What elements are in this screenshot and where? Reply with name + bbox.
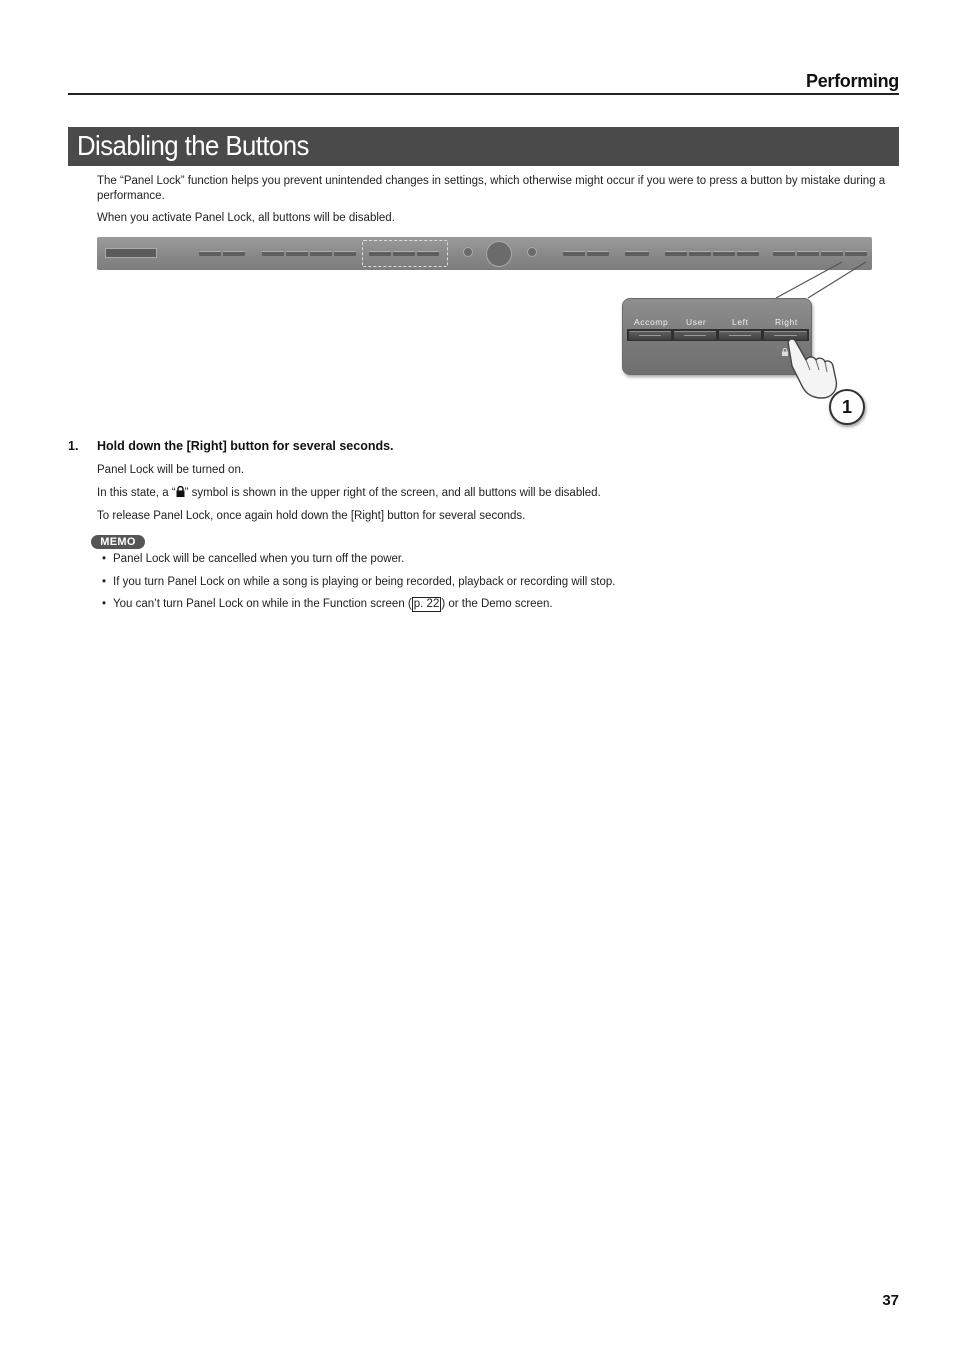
panel-button <box>334 251 356 256</box>
intro-paragraph-2: When you activate Panel Lock, all buttons will be disabled. <box>97 212 395 224</box>
panel-button <box>223 251 245 256</box>
step-line-3: To release Panel Lock, once again hold down the [Right] button for several seconds. <box>97 510 526 522</box>
panel-dial <box>486 241 512 267</box>
title-bar <box>68 127 899 166</box>
section-title: Performing <box>805 71 899 91</box>
memo-item-text: If you turn Panel Lock on while a song is playing or being recorded, playback or recording will stop. <box>113 576 616 588</box>
user-button <box>674 331 716 340</box>
accomp-button <box>629 331 671 340</box>
left-button <box>719 331 761 340</box>
panel-knob <box>463 247 473 257</box>
lock-icon <box>176 486 185 497</box>
memo-badge: MEMO <box>91 535 145 549</box>
panel-button <box>393 251 415 256</box>
memo-item-text <box>113 597 553 612</box>
panel-knob <box>527 247 537 257</box>
panel-button <box>625 251 649 256</box>
panel-button <box>737 251 759 256</box>
panel-button <box>417 251 439 256</box>
panel-button <box>587 251 609 256</box>
intro-paragraph-1: The “Panel Lock” function helps you prevent unintended changes in settings, which otherwise might occur if you were to press a button by mistake during a performance. <box>97 175 886 202</box>
panel-button <box>665 251 687 256</box>
bullet-icon: • <box>102 598 107 610</box>
bullet-icon: • <box>102 576 107 588</box>
step-marker: 1 <box>829 389 865 425</box>
panel-button <box>821 251 843 256</box>
step-number: 1. <box>68 439 79 453</box>
panel-button <box>773 251 795 256</box>
zoom-label-left: Left <box>732 317 749 327</box>
memo-item-3-before: You can’t turn Panel Lock on while in the Function screen ( <box>113 598 412 610</box>
step-line-1: Panel Lock will be turned on. <box>97 464 245 476</box>
step-heading-text: Hold down the [Right] button for several seconds. <box>97 439 394 453</box>
zoom-label-user: User <box>686 317 707 327</box>
page-number: 37 <box>882 1292 899 1309</box>
panel-button <box>845 251 867 256</box>
panel-button <box>689 251 711 256</box>
panel-button <box>286 251 308 256</box>
memo-item-text: Panel Lock will be cancelled when you turn off the power. <box>113 553 405 565</box>
pointing-finger-icon <box>780 330 840 400</box>
panel-button <box>262 251 284 256</box>
panel-button <box>310 251 332 256</box>
panel-display <box>105 248 157 258</box>
step-line-2-after: ” symbol is shown in the upper right of the screen, and all buttons will be disabled. <box>184 487 601 499</box>
page-reference-link[interactable]: p. 22 <box>413 598 440 610</box>
panel-button <box>797 251 819 256</box>
zoom-label-accomp: Accomp <box>634 317 669 327</box>
section-header <box>68 68 899 95</box>
panel-button <box>563 251 585 256</box>
step-line-2-before: In this state, a “ <box>97 487 176 499</box>
step-line-2 <box>97 486 601 501</box>
memo-item-3-after: ) or the Demo screen. <box>441 598 553 610</box>
panel-button <box>369 251 391 256</box>
bullet-icon: • <box>102 553 107 565</box>
zoom-label-right: Right <box>775 317 798 327</box>
control-panel-illustration <box>97 237 872 270</box>
panel-button <box>713 251 735 256</box>
panel-button <box>199 251 221 256</box>
page-title: Disabling the Buttons <box>77 130 309 161</box>
